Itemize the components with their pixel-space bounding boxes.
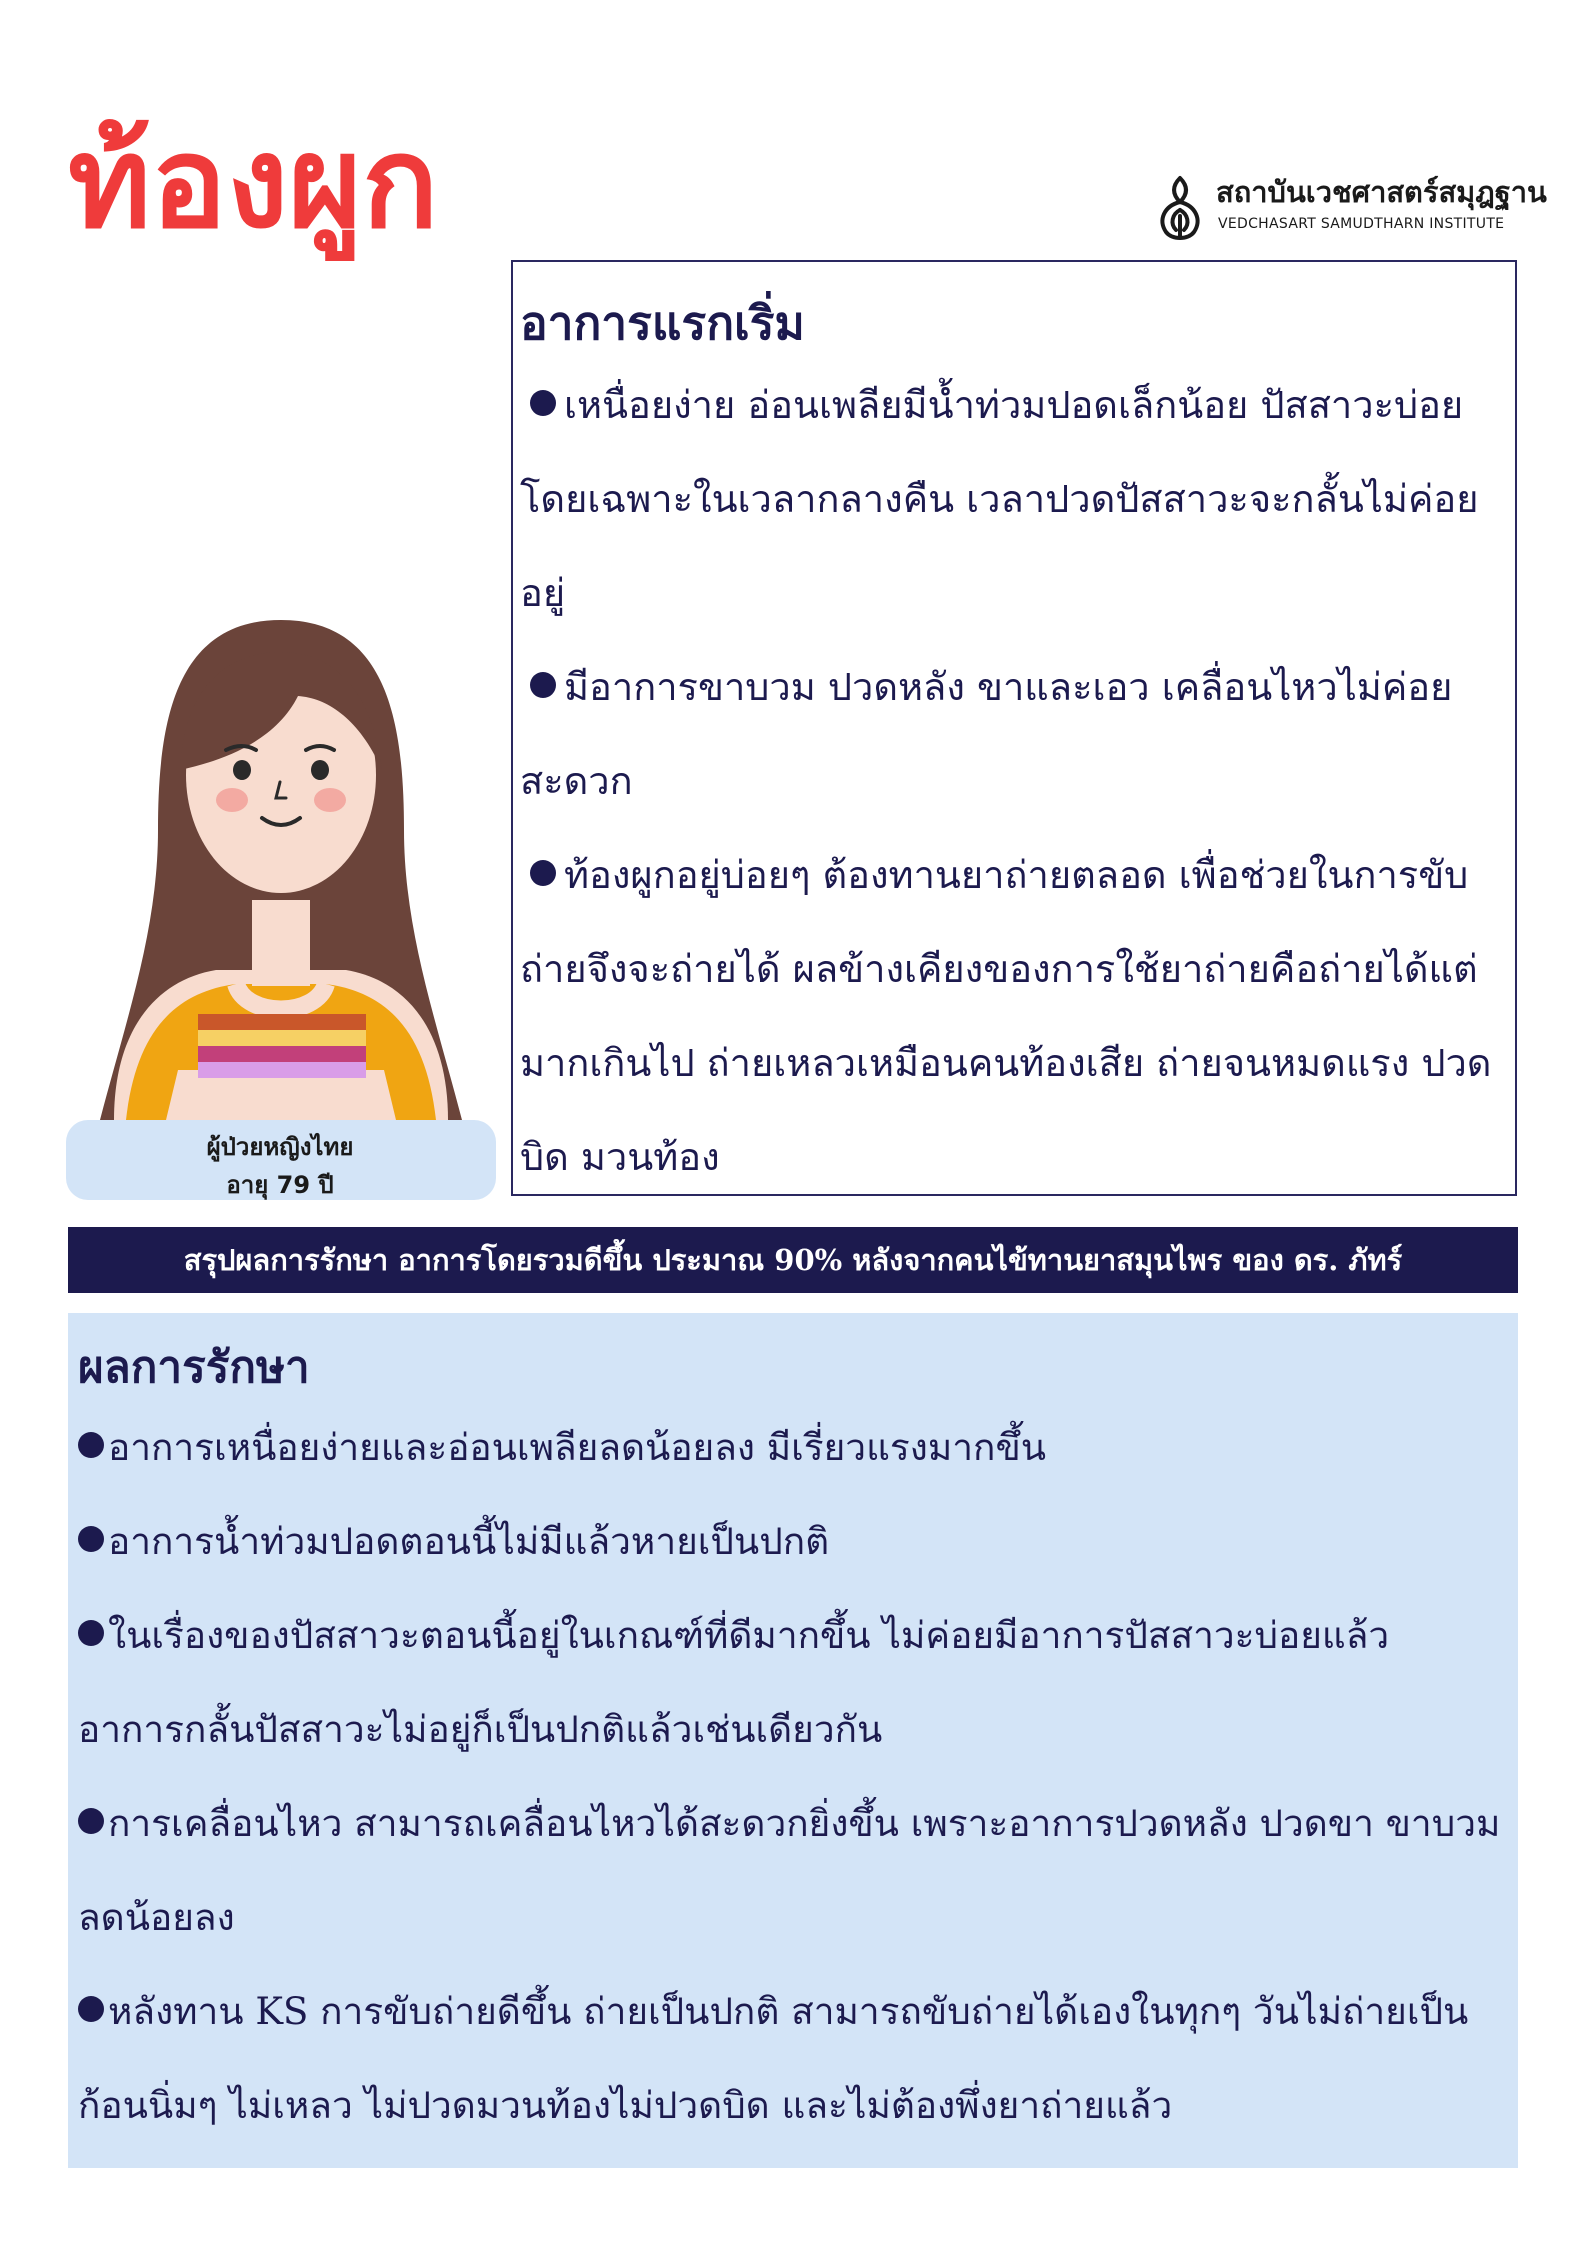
- initial-symptoms-heading: อาการแรกเริ่ม: [520, 296, 805, 350]
- list-item-text: อาการน้ำท่วมปอดตอนนี้ไม่มีแล้วหายเป็นปกติ: [108, 1520, 830, 1563]
- institute-logo-icon: [1150, 172, 1210, 244]
- left-eye: [233, 760, 251, 780]
- list-item-text: อาการเหนื่อยง่ายและอ่อนเพลียลดน้อยลง มีเรี่ยวแรงมากขึ้น: [108, 1426, 1047, 1469]
- institute-logo: [1150, 172, 1547, 244]
- institute-name-thai: สถาบันเวชศาสตร์สมุฎฐาน: [1216, 175, 1547, 209]
- patient-label: [0, 1128, 560, 1204]
- left-cheek: [216, 788, 248, 812]
- bullet-icon: [530, 390, 556, 416]
- bullet-icon: [78, 1620, 104, 1646]
- bullet-icon: [530, 672, 556, 698]
- treatment-results-list: [78, 1401, 1504, 2153]
- list-item: [78, 1589, 1504, 1777]
- list-item-text: เหนื่อยง่าย อ่อนเพลียมีน้ำท่วมปอดเล็กน้อย ปัสสาวะบ่อย โดยเฉพาะในเวลากลางคืน เวลาปวดปัสสาวะจะกลั้นไม่ค่อยอยู่: [520, 383, 1479, 615]
- bullet-icon: [530, 860, 556, 886]
- treatment-results-box: [68, 1313, 1518, 2168]
- bullet-icon: [78, 1996, 104, 2022]
- neck: [252, 900, 310, 986]
- list-item: [78, 1495, 1504, 1589]
- shirt-stripe-4: [198, 1062, 366, 1078]
- institute-name-english: VEDCHASART SAMUDTHARN INSTITUTE: [1218, 216, 1505, 232]
- page-title: ท้องผูก: [68, 109, 439, 256]
- initial-symptoms-box: [511, 260, 1517, 1196]
- shirt-stripe-3: [198, 1046, 366, 1062]
- patient-label-line1: ผู้ป่วยหญิงไทย: [206, 1133, 354, 1161]
- bullet-icon: [78, 1808, 104, 1834]
- list-item: [78, 1965, 1504, 2153]
- bullet-icon: [78, 1526, 104, 1552]
- list-item-text: ท้องผูกอยู่บ่อยๆ ต้องทานยาถ่ายตลอด เพื่อช่วยในการขับถ่ายจึงจะถ่ายได้ ผลข้างเคียงของการใช้ยาถ่ายคือถ่ายได้แต่มากเกินไป ถ่ายเหลวเหมือนคนท้องเสีย ถ่ายจนหมดแรง ปวดบิด มวนท้อง: [520, 853, 1492, 1179]
- list-item-text: การเคลื่อนไหว สามารถเคลื่อนไหวได้สะดวกยิ่งขึ้น เพราะอาการปวดหลัง ปวดขา ขาบวม ลดน้อยลง: [78, 1802, 1501, 1939]
- list-item-text: มีอาการขาบวม ปวดหลัง ขาและเอว เคลื่อนไหวไม่ค่อยสะดวก: [520, 665, 1453, 803]
- list-item-text: ในเรื่องของปัสสาวะตอนนี้อยู่ในเกณฑ์ที่ดีมากขึ้น ไม่ค่อยมีอาการปัสสาวะบ่อยแล้ว อาการกลั้นปัสสาวะไม่อยู่ก็เป็นปกติแล้วเช่นเดียวกัน: [78, 1614, 1390, 1751]
- list-item: [520, 828, 1505, 1204]
- shirt-stripe-1: [198, 1014, 366, 1030]
- list-item: [78, 1777, 1504, 1965]
- list-item: [78, 1401, 1504, 1495]
- treatment-results-heading: ผลการรักษา: [78, 1342, 310, 1393]
- list-item: [520, 358, 1505, 640]
- patient-label-line2: อายุ 79 ปี: [226, 1171, 334, 1199]
- initial-symptoms-list: [520, 358, 1505, 1204]
- shirt-stripe-2: [198, 1030, 366, 1046]
- bullet-icon: [78, 1432, 104, 1458]
- summary-banner: สรุปผลการรักษา อาการโดยรวมดีขึ้น ประมาณ 90% หลังจากคนไข้ทานยาสมุนไพร ของ ดร. ภัทร์: [68, 1227, 1518, 1293]
- patient-illustration: [66, 600, 496, 1200]
- list-item: [520, 640, 1505, 828]
- right-cheek: [314, 788, 346, 812]
- right-eye: [311, 760, 329, 780]
- list-item-text: หลังทาน KS การขับถ่ายดีขึ้น ถ่ายเป็นปกติ สามารถขับถ่ายได้เองในทุกๆ วันไม่ถ่ายเป็นก้อนนิ่มๆ ไม่เหลว ไม่ปวดมวนท้องไม่ปวดบิด และไม่ต้องพึ่งยาถ่ายแล้ว: [78, 1990, 1469, 2127]
